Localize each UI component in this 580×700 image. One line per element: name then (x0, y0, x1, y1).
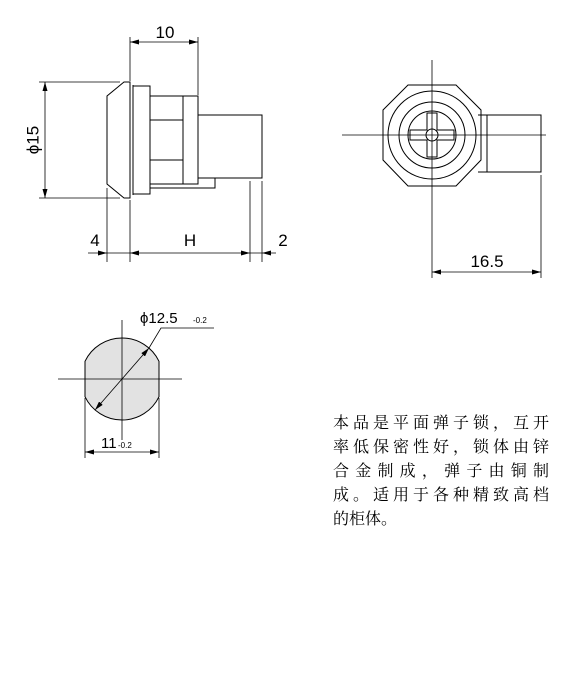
description-line: 率低保密性好，锁体由锌 (333, 437, 549, 456)
body-outline (150, 96, 198, 184)
section-view (58, 310, 214, 458)
dimension-label-rear: 2 (278, 231, 288, 250)
front-view (342, 60, 546, 278)
cylinder-outline (198, 115, 262, 178)
dimension-label-height: H (183, 231, 197, 250)
dimension-label-width: 10 (155, 23, 175, 42)
tolerance-label-flat: -0.2 (118, 441, 132, 450)
dimension-label-cam: 16.5 (470, 252, 504, 271)
description-line: 成。适用于各种精致高档 (333, 485, 549, 504)
description-line: 本品是平面弹子锁，互开 (333, 413, 549, 432)
arrowhead (98, 251, 107, 256)
dimension-label-bezel: 4 (90, 231, 100, 250)
arrowhead (130, 251, 139, 256)
product-description (333, 411, 549, 531)
side-view (23, 23, 287, 262)
tolerance-label-section-diameter: -0.2 (193, 316, 207, 325)
dimension-label-diameter: ϕ15 (23, 125, 43, 155)
leader-line (149, 328, 214, 348)
dimension-label-section-diameter: ϕ12.5 (140, 310, 178, 327)
arrowhead (262, 251, 271, 256)
arrowhead (241, 251, 250, 256)
description-line: 的柜体。 (333, 509, 398, 528)
housing-outline (133, 86, 150, 194)
dimension-label-flat: 11 (101, 435, 117, 452)
description-line: 合金制成，弹子由铜制 (333, 461, 549, 480)
bezel-outline (107, 82, 130, 198)
